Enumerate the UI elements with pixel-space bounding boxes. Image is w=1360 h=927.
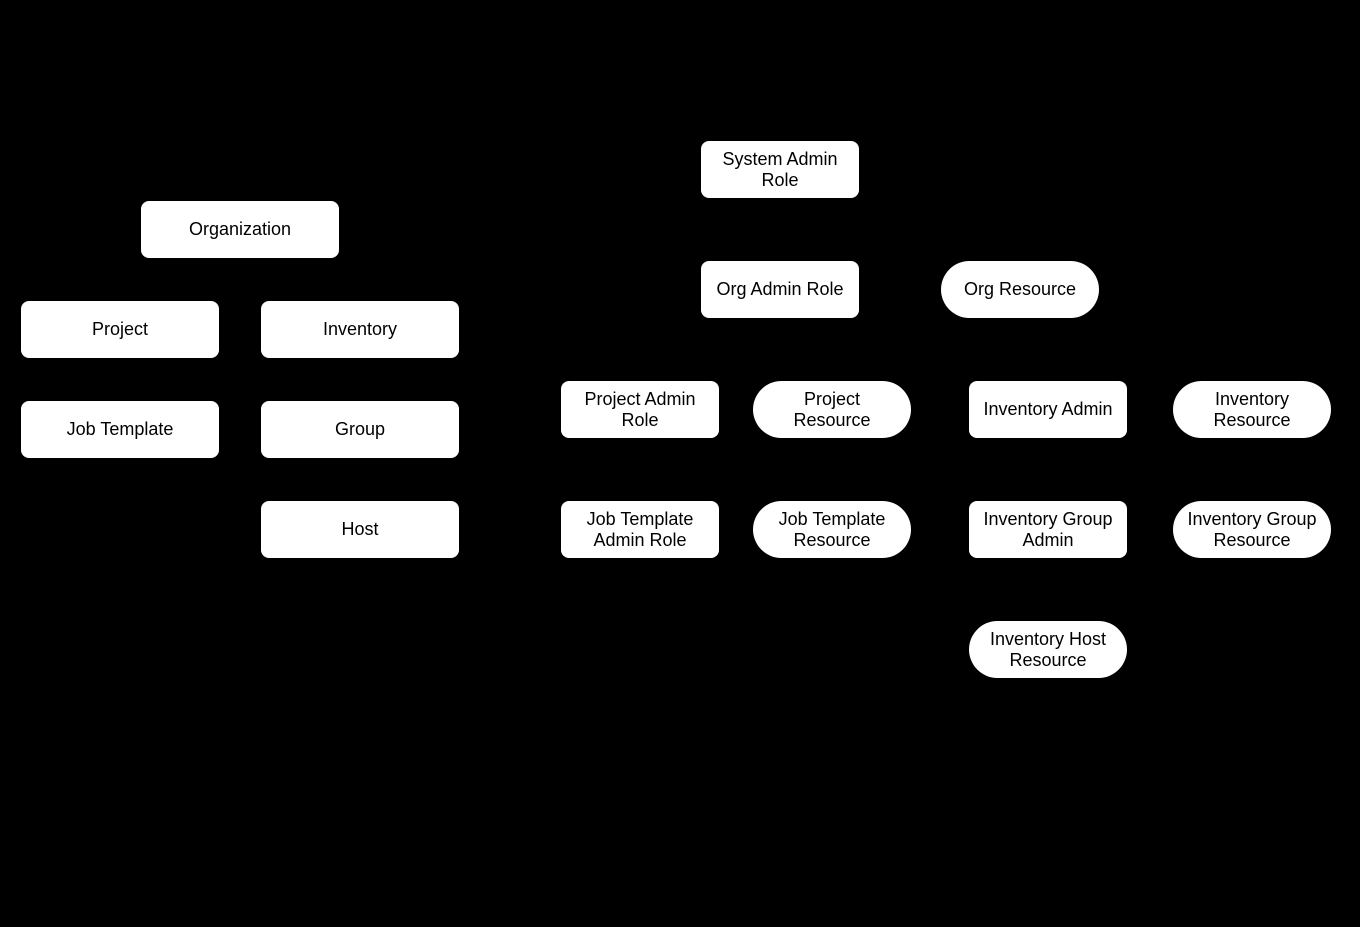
diagram-node-system-admin-role: System Admin Role (701, 141, 859, 198)
diagram-node-org-resource: Org Resource (941, 261, 1099, 318)
diagram-node-inventory-admin: Inventory Admin (969, 381, 1127, 438)
diagram-node-project: Project (21, 301, 219, 358)
diagram-node-project-admin-role: Project Admin Role (561, 381, 719, 438)
diagram-node-org-admin-role: Org Admin Role (701, 261, 859, 318)
diagram-node-group: Group (261, 401, 459, 458)
diagram-node-job-template-resource: Job Template Resource (753, 501, 911, 558)
diagram-node-inventory-resource: Inventory Resource (1173, 381, 1331, 438)
diagram-node-organization: Organization (141, 201, 339, 258)
diagram-node-inventory-group-admin: Inventory Group Admin (969, 501, 1127, 558)
diagram-node-job-template: Job Template (21, 401, 219, 458)
diagram-node-host: Host (261, 501, 459, 558)
diagram-node-project-resource: Project Resource (753, 381, 911, 438)
diagram-node-inventory-group-resource: Inventory Group Resource (1173, 501, 1331, 558)
diagram-node-inventory: Inventory (261, 301, 459, 358)
diagram-node-inventory-host-resource: Inventory Host Resource (969, 621, 1127, 678)
diagram-node-job-template-admin-role: Job Template Admin Role (561, 501, 719, 558)
